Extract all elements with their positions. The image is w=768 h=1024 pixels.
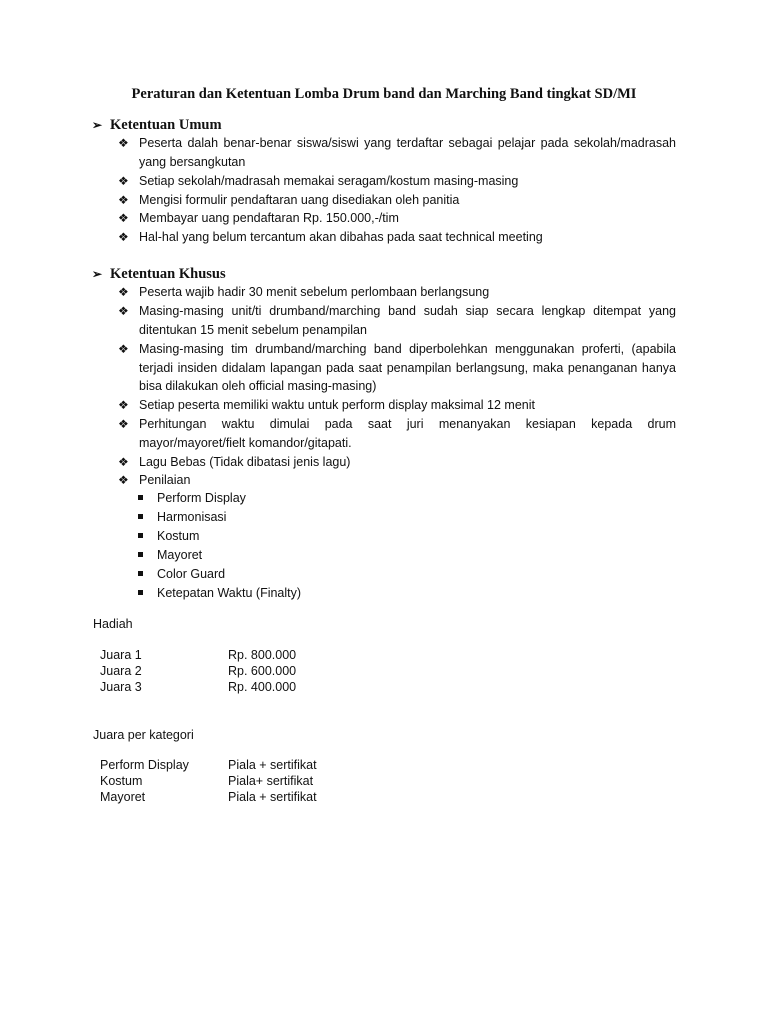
prize-label: Juara 3 <box>100 680 142 694</box>
kategori-heading: Juara per kategori <box>93 728 194 742</box>
list-item <box>118 172 676 191</box>
diamond-bullet-icon: ❖ <box>118 473 129 487</box>
sub-list-item <box>138 489 246 508</box>
sub-list-item-text: Harmonisasi <box>157 510 227 524</box>
list-item-text: Setiap peserta memiliki waktu untuk perform display maksimal 12 menit <box>139 398 535 412</box>
square-bullet-icon <box>138 533 143 538</box>
section-heading-khusus-label: Ketentuan Khusus <box>110 266 226 282</box>
list-item <box>118 415 676 452</box>
sub-list-item <box>138 565 225 584</box>
diamond-bullet-icon: ❖ <box>118 211 129 225</box>
sub-list-item-text: Kostum <box>157 529 200 543</box>
list-item <box>118 283 676 302</box>
prize-value: Rp. 400.000 <box>228 680 297 694</box>
list-item-text: Lagu Bebas (Tidak dibatasi jenis lagu) <box>139 455 351 469</box>
sub-list-item-text: Ketepatan Waktu (Finalty) <box>157 586 302 600</box>
diamond-bullet-icon: ❖ <box>118 285 129 299</box>
sub-list-item-text: Color Guard <box>157 567 226 581</box>
arrowhead-bullet-icon: ➢ <box>92 118 103 132</box>
list-item <box>118 302 676 339</box>
sub-list-item <box>138 527 199 546</box>
square-bullet-icon <box>138 571 143 576</box>
section-heading-umum-label: Ketentuan Umum <box>110 117 222 133</box>
diamond-bullet-icon: ❖ <box>118 136 129 150</box>
diamond-bullet-icon: ❖ <box>118 342 129 356</box>
diamond-bullet-icon: ❖ <box>118 174 129 188</box>
prize-value: Rp. 800.000 <box>228 648 297 662</box>
section-heading-khusus <box>92 266 226 283</box>
list-item <box>118 209 676 228</box>
list-item <box>118 134 676 171</box>
sub-list-item <box>138 546 202 565</box>
square-bullet-icon <box>138 590 143 595</box>
sub-list-item-text: Perform Display <box>157 491 246 505</box>
diamond-bullet-icon: ❖ <box>118 230 129 244</box>
square-bullet-icon <box>138 552 143 557</box>
list-item-text: Peserta wajib hadir 30 menit sebelum perlombaan berlangsung <box>139 285 490 299</box>
list-item-text: Peserta dalah benar-benar siswa/siswi yang terdaftar sebagai pelajar pada sekolah/madrasah yang bersangkutan <box>139 136 676 169</box>
list-item-text: Hal-hal yang belum tercantum akan dibahas pada saat technical meeting <box>139 230 543 244</box>
category-label: Mayoret <box>100 790 146 804</box>
category-label: Perform Display <box>100 758 189 772</box>
diamond-bullet-icon: ❖ <box>118 304 129 318</box>
diamond-bullet-icon: ❖ <box>118 193 129 207</box>
document-title: Peraturan dan Ketentuan Lomba Drum band dan Marching Band tingkat SD/MI <box>131 86 637 102</box>
list-item <box>118 396 676 415</box>
list-item <box>118 471 676 490</box>
list-item <box>118 340 676 396</box>
square-bullet-icon <box>138 495 143 500</box>
list-item-text: Penilaian <box>139 473 191 487</box>
category-value: Piala+ sertifikat <box>228 774 314 788</box>
square-bullet-icon <box>138 514 143 519</box>
prize-label: Juara 1 <box>100 648 142 662</box>
list-item-text: Membayar uang pendaftaran Rp. 150.000,-/tim <box>139 211 399 225</box>
list-item <box>118 191 676 210</box>
list-item-text: Mengisi formulir pendaftaran uang disediakan oleh panitia <box>139 193 460 207</box>
diamond-bullet-icon: ❖ <box>118 417 129 431</box>
category-label: Kostum <box>100 774 143 788</box>
diamond-bullet-icon: ❖ <box>118 398 129 412</box>
sub-list-item-text: Mayoret <box>157 548 203 562</box>
list-item-text: Masing-masing unit/ti drumband/marching band sudah siap secara lengkap ditempat yang ditentukan 15 menit sebelum penampilan <box>139 304 676 337</box>
prize-label: Juara 2 <box>100 664 142 678</box>
list-item <box>118 453 676 472</box>
sub-list-item <box>138 584 301 603</box>
category-value: Piala + sertifikat <box>228 790 317 804</box>
hadiah-heading: Hadiah <box>93 617 133 631</box>
section-heading-umum <box>92 117 222 134</box>
list-item-text: Masing-masing tim drumband/marching band diperbolehkan menggunakan proferti, (apabila terjadi insiden didalam lapangan pada saat penampilan berlangsung, maka penanganan hanya bisa dilakukan oleh official masing-masing) <box>139 342 676 394</box>
sub-list-item <box>138 508 226 527</box>
prize-value: Rp. 600.000 <box>228 664 297 678</box>
diamond-bullet-icon: ❖ <box>118 455 129 469</box>
list-item <box>118 228 676 247</box>
arrowhead-bullet-icon: ➢ <box>92 267 103 281</box>
list-item-text: Perhitungan waktu dimulai pada saat juri menanyakan kesiapan kepada drum mayor/mayoret/fielt komandor/gitapati. <box>139 417 676 450</box>
category-value: Piala + sertifikat <box>228 758 317 772</box>
list-item-text: Setiap sekolah/madrasah memakai seragam/kostum masing-masing <box>139 174 519 188</box>
